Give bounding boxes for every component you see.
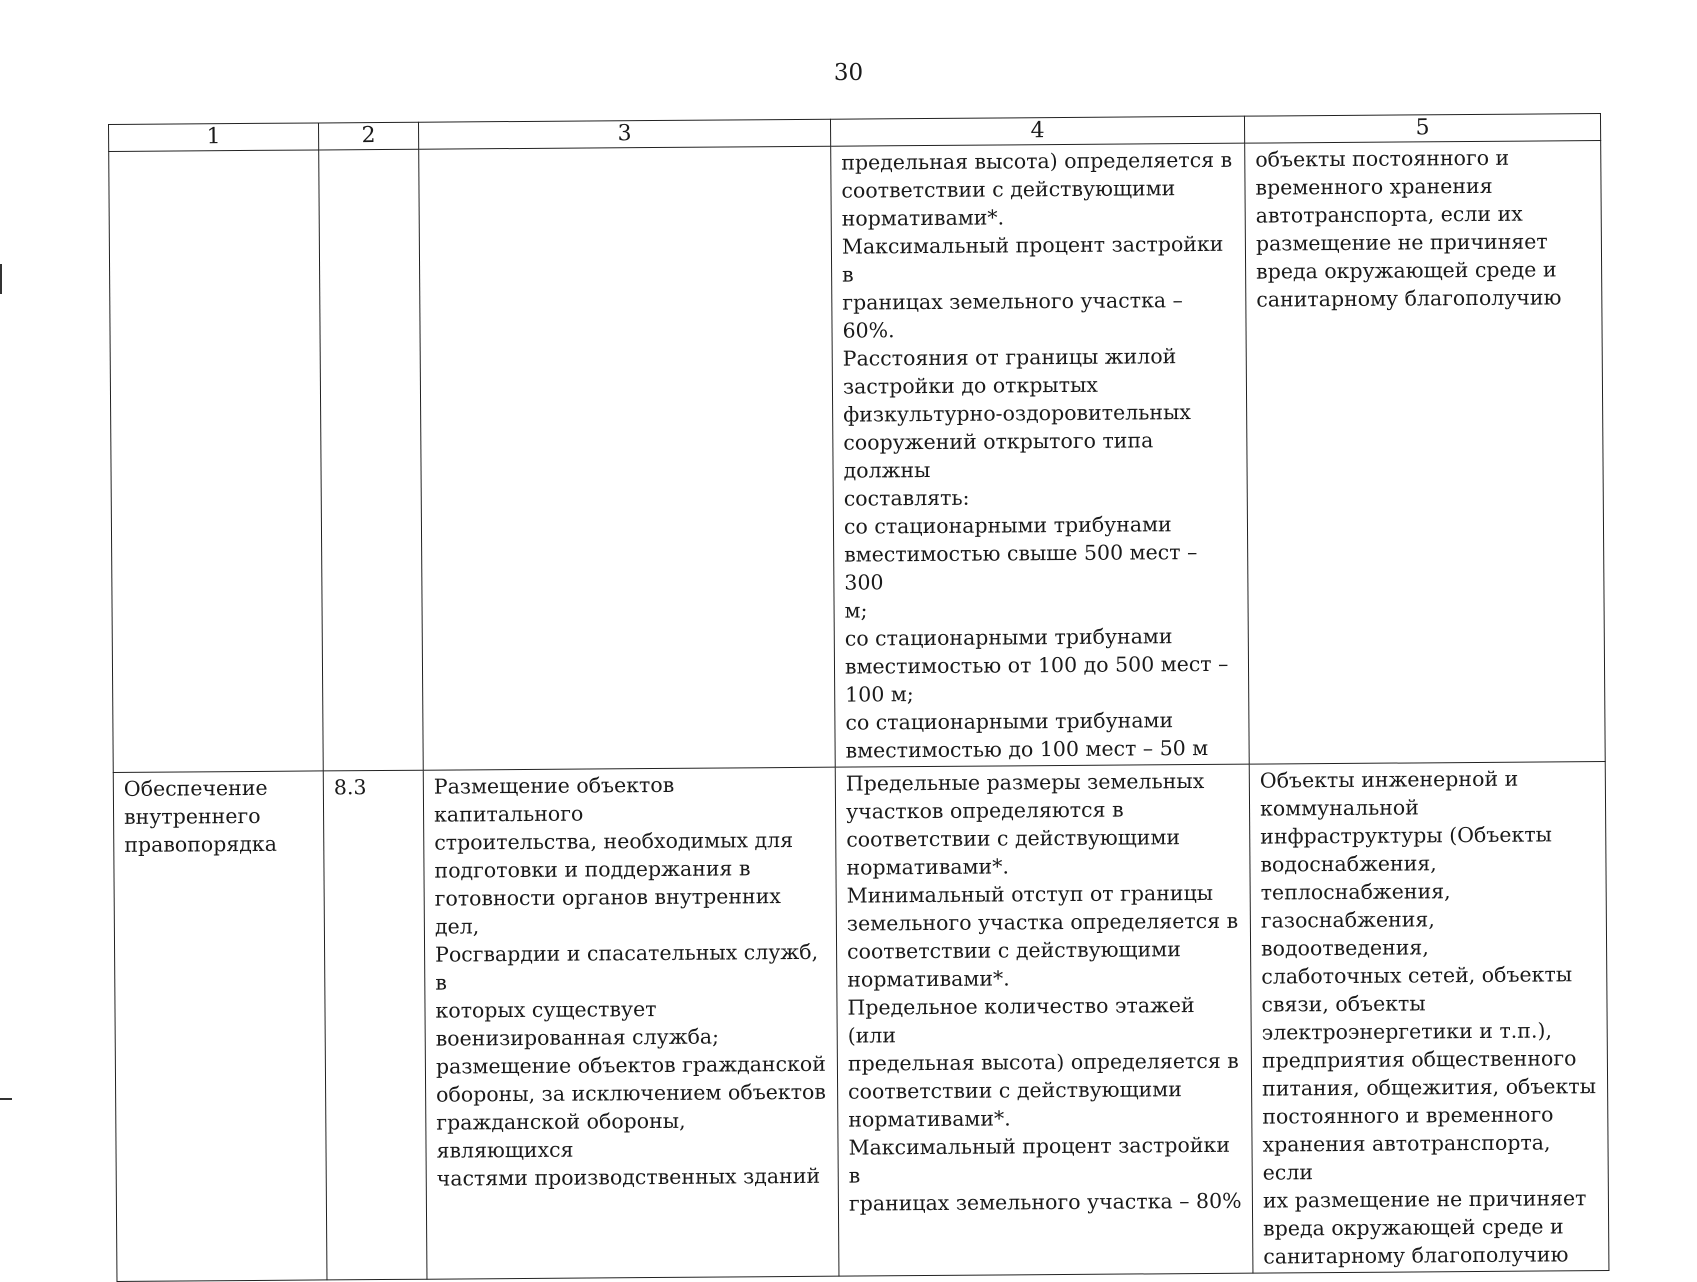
- cell-parameters: Предельные размеры земельных участков определяются в соответствии с действующими нормативами*. Минимальный отступ от границы земельного участка определяется в соответствии с действующими нормативами*. Предельное количество этажей (или предельная высота) определяется в соответствии с действующими нормативами*. Максимальный процент застройки в границах земельного участка – 80%: [835, 764, 1253, 1276]
- column-header-2: 2: [318, 122, 418, 150]
- column-header-5: 5: [1244, 114, 1600, 144]
- cell-parameters: предельная высота) определяется в соответствии с действующими нормативами*. Максимальный процент застройки в границах земельного участка – 60%. Расстояния от границы жилой застройки до открытых физкультурно-оздоровительных сооружений открытого типа должны составлять: со стационарными трибунами вместимостью свыше 500 мест – 300 м; со стационарными трибунами вместимостью от 100 до 500 мест – 100 м; со стационарными трибунами вместимостью до 100 мест – 50 м: [831, 143, 1250, 767]
- cell-use-code: [319, 149, 424, 771]
- cell-use-type: [109, 150, 324, 773]
- cell-auxiliary-uses: Объекты инженерной и коммунальной инфраструктуры (Объекты водоснабжения, теплоснабжения, газоснабжения, водоотведения, слаботочных сетей, объекты связи, объекты электроэнергетики и т.п.), предприятия общественного питания, общежития, объекты постоянного и временного хранения автотранспорта, если их размещение не причиняет вреда окружающей среде и санитарному благополучию: [1249, 762, 1609, 1274]
- cell-use-description: Размещение объектов капитального строительства, необходимых для подготовки и поддержания в готовности органов внутренних дел, Росгвардии и спасательных служб, в которых существует военизированная служба; размещение объектов гражданской обороны, за исключением объектов гражданской обороны, являющихся частями производственных зданий: [423, 767, 839, 1279]
- column-header-1: 1: [109, 123, 319, 152]
- page-number: 30: [833, 60, 864, 86]
- column-header-3: 3: [418, 119, 830, 149]
- cell-auxiliary-uses: объекты постоянного и временного хранения автотранспорта, если их размещение не причиняет вреда окружающей среде и санитарному благополучию: [1245, 141, 1606, 765]
- scan-edge-mark-top: [0, 264, 2, 294]
- zoning-regulations-table: [108, 113, 1609, 1282]
- cell-use-description: [419, 146, 836, 770]
- column-header-4: 4: [830, 116, 1244, 146]
- table-row-law-enforcement: [113, 762, 1609, 1282]
- cell-use-code: 8.3: [323, 770, 427, 1280]
- cell-use-type: Обеспечение внутреннего правопорядка: [113, 771, 327, 1282]
- table-row-continued: [109, 141, 1606, 773]
- scan-edge-mark-bottom: [0, 1098, 12, 1100]
